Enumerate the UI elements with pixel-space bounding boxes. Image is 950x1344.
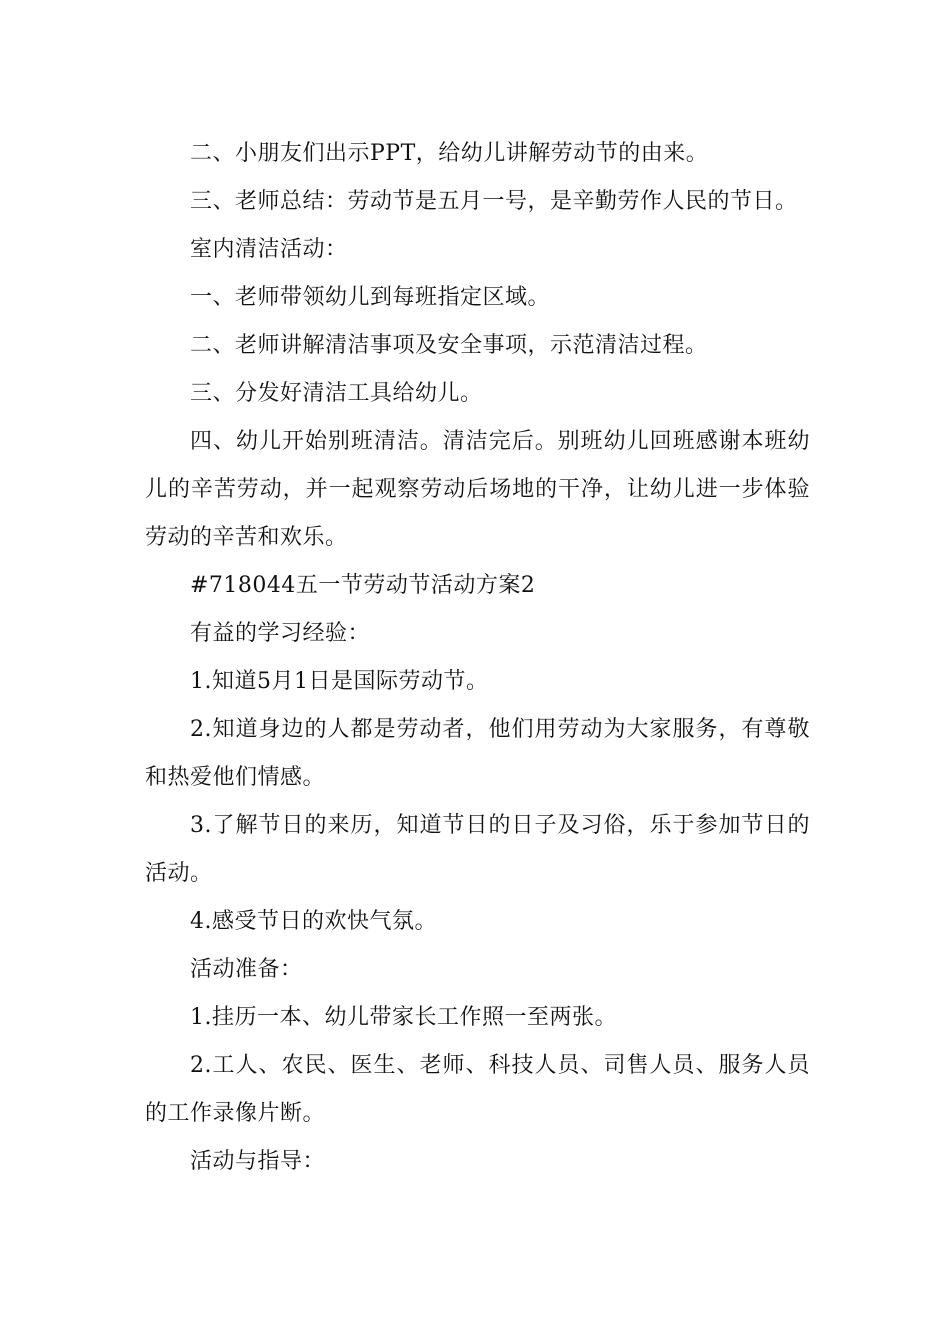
section-heading: 有益的学习经验： (190, 621, 371, 646)
paragraph: 三、分发好清洁工具给幼儿。 (190, 381, 483, 406)
list-item: 2.工人、农民、医生、老师、科技人员、司售人员、服务人员的工作录像片断。 (145, 1053, 810, 1126)
list-item: 1.挂历一本、幼儿带家长工作照一至两张。 (190, 1005, 617, 1030)
paragraph: 二、老师讲解清洁事项及安全事项，示范清洁过程。 (190, 333, 708, 358)
paragraph: 三、老师总结：劳动节是五月一号，是辛勤劳作人民的节日。 (190, 189, 798, 214)
paragraph: 一、老师带领幼儿到每班指定区域。 (190, 285, 551, 310)
section-heading: 活动准备： (190, 957, 303, 982)
document-body (145, 130, 810, 1186)
paragraph: 二、小朋友们出示PPT，给幼儿讲解劳动节的由来。 (190, 141, 709, 166)
list-item: 1.知道5月1日是国际劳动节。 (190, 669, 489, 694)
section-heading: 室内清洁活动： (190, 237, 348, 262)
list-item: 2.知道身边的人都是劳动者，他们用劳动为大家服务，有尊敬和热爱他们情感。 (145, 717, 810, 790)
paragraph: 四、幼儿开始别班清洁。清洁完后。别班幼儿回班感谢本班幼儿的辛苦劳动，并一起观察劳动后场地的干净，让幼儿进一步体验劳动的辛苦和欢乐。 (145, 429, 810, 550)
list-item: 3.了解节日的来历，知道节日的日子及习俗，乐于参加节日的活动。 (145, 813, 810, 886)
section-heading: 活动与指导： (190, 1149, 326, 1174)
list-item: 4.感受节日的欢快气氛。 (190, 909, 437, 934)
document-title: #718044五一节劳动节活动方案2 (190, 573, 536, 598)
